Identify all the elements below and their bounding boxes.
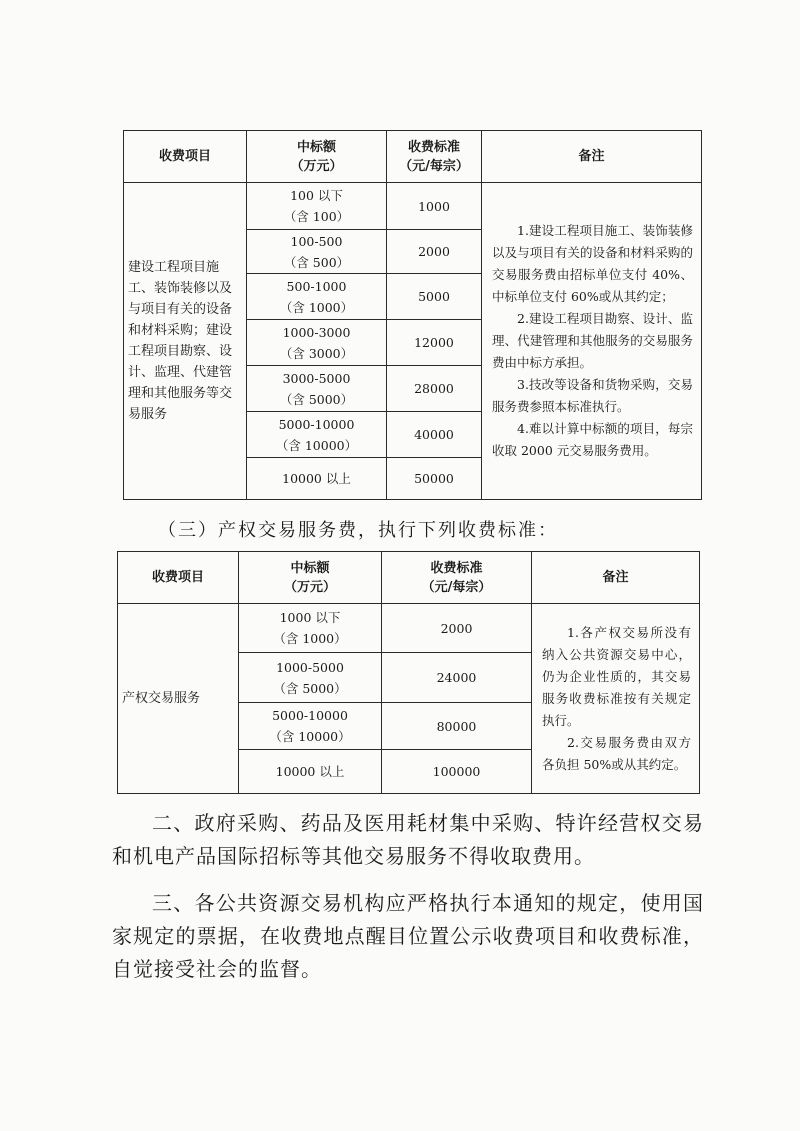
amount-cell: 10000 以上	[239, 750, 382, 794]
fee-item-cell: 建设工程项目施工、装饰装修以及与项目有关的设备和材料采购；建设工程项目勘察、设计、监理、代建管理和其他服务等交易服务	[124, 183, 247, 500]
amount-cell: 100-500 （含 500）	[247, 230, 387, 274]
note: 4.难以计算中标额的项目，每宗收取 2000 元交易服务费用。	[492, 421, 693, 458]
header-amount: 中标额 （万元）	[247, 131, 387, 183]
amount-cell: 1000-3000 （含 3000）	[247, 320, 387, 366]
fee-cell: 100000	[382, 750, 532, 794]
note: 3.技改等设备和货物采购，交易服务费参照本标准执行。	[492, 377, 693, 414]
property-rights-fee-table	[117, 551, 700, 794]
fee-cell: 50000	[387, 458, 482, 500]
amount-cell: 5000-10000 （含 10000）	[247, 412, 387, 458]
paragraph-no-fee-services: 二、政府采购、药品及医用耗材集中采购、特许经营权交易和机电产品国际招标等其他交易服务不得收取费用。	[112, 811, 704, 868]
amount-cell: 1000-5000 （含 5000）	[239, 653, 382, 703]
fee-cell: 2000	[382, 604, 532, 653]
amount-cell: 5000-10000 （含 10000）	[239, 703, 382, 750]
table-row	[124, 183, 702, 230]
header-fee: 收费标准 （元/每宗）	[387, 131, 482, 183]
header-item: 收费项目	[118, 552, 239, 604]
amount-cell: 1000 以下 （含 1000）	[239, 604, 382, 653]
amount-cell: 3000-5000 （含 5000）	[247, 366, 387, 412]
fee-cell: 12000	[387, 320, 482, 366]
paragraph-publicity-requirement: 三、各公共资源交易机构应严格执行本通知的规定，使用国家规定的票据，在收费地点醒目位置公示收费项目和收费标准，自觉接受社会的监督。	[112, 891, 704, 981]
construction-fee-table	[123, 130, 702, 500]
note: 1.各产权交易所没有纳入公共资源交易中心，仍为企业性质的，其交易服务收费标准按有关规定执行。	[542, 624, 691, 728]
fee-item-cell: 产权交易服务	[118, 604, 239, 794]
amount-cell: 10000 以上	[247, 458, 387, 500]
header-amount: 中标额 （万元）	[239, 552, 382, 604]
fee-cell: 2000	[387, 230, 482, 274]
table-header-row	[118, 552, 700, 604]
note: 2.交易服务费由双方各负担 50%或从其约定。	[542, 734, 691, 772]
fee-cell: 80000	[382, 703, 532, 750]
header-fee: 收费标准 （元/每宗）	[382, 552, 532, 604]
note: 1.建设工程项目施工、装饰装修以及与项目有关的设备和材料采购的交易服务费由招标单位支付 40%、中标单位支付 60%或从其约定；	[492, 223, 693, 304]
notes-cell	[482, 183, 702, 500]
note: 2.建设工程项目勘察、设计、监理、代建管理和其他服务的交易服务费由中标方承担。	[492, 311, 693, 370]
table-row	[118, 604, 700, 653]
amount-cell: 500-1000 （含 1000）	[247, 274, 387, 320]
fee-cell: 28000	[387, 366, 482, 412]
header-notes: 备注	[482, 131, 702, 183]
fee-cell: 40000	[387, 412, 482, 458]
header-item: 收费项目	[124, 131, 247, 183]
fee-cell: 5000	[387, 274, 482, 320]
table-header-row	[124, 131, 702, 183]
fee-cell: 1000	[387, 183, 482, 230]
notes-cell	[532, 604, 700, 794]
amount-cell: 100 以下 （含 100）	[247, 183, 387, 230]
fee-cell: 24000	[382, 653, 532, 703]
section-heading-property-rights: （三）产权交易服务费，执行下列收费标准：	[158, 520, 558, 541]
header-notes: 备注	[532, 552, 700, 604]
